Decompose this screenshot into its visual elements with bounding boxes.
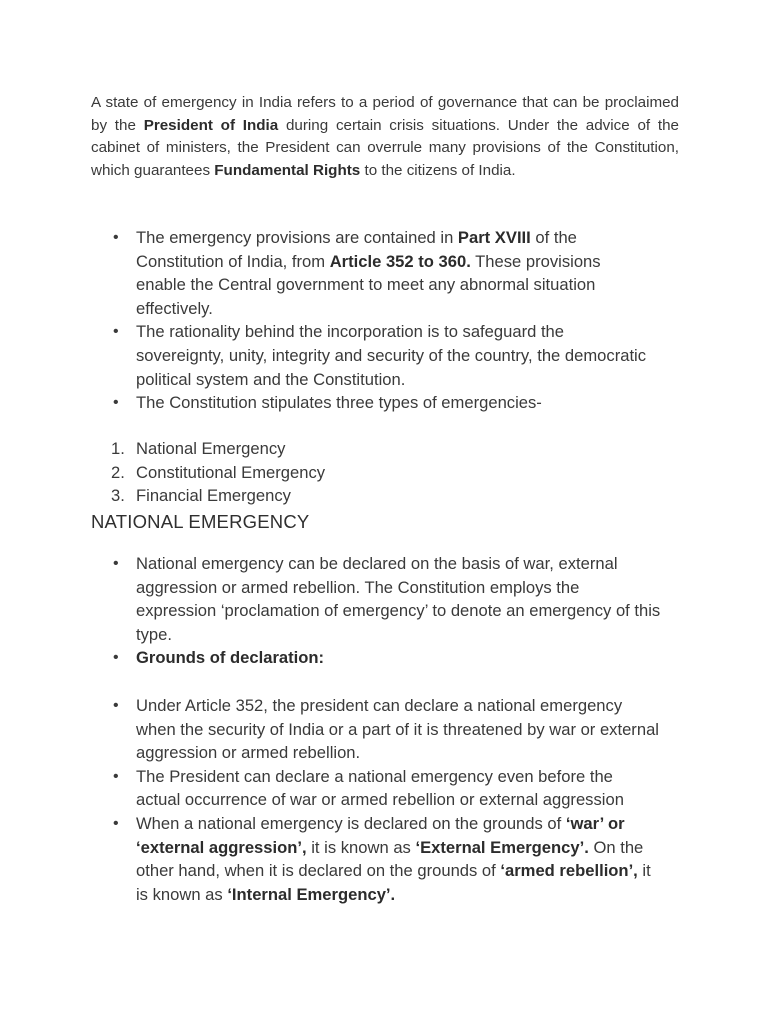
bullet-icon: •	[113, 229, 119, 246]
intro-text: during certain crisis situations. Under the advice of the cabinet of ministers, the President can overrule many provisions of the Constitution, which guarantees	[91, 116, 679, 180]
list-item-text: of the Constitution of India, from	[136, 228, 577, 271]
list-item-text: The Constitution stipulates three types of emergencies-	[136, 393, 542, 413]
list-item-text: National Emergency	[136, 439, 286, 458]
bullet-icon: •	[113, 555, 119, 572]
bullet-icon: •	[113, 649, 119, 666]
list-item	[91, 391, 651, 415]
intro-text: to the citizens of India.	[360, 162, 516, 180]
list-item-text: When a national emergency is declared on the grounds of	[136, 813, 566, 833]
list-item	[91, 812, 661, 906]
bullet-icon: •	[113, 323, 119, 341]
list-item-text: Under Article 352, the president can declare a national emergency when the security of India or a part of it is threatened by war or external aggression or armed rebellion.	[136, 696, 659, 763]
intro-bold-fundamental-rights: Fundamental Rights	[214, 162, 361, 180]
section-heading: NATIONAL EMERGENCY	[91, 511, 310, 532]
grounds-list	[91, 646, 691, 670]
list-item-text: Financial Emergency	[136, 486, 291, 506]
list-item-bold: ‘Internal Emergency’.	[227, 884, 396, 904]
list-item-bold: ‘war’ or ‘external aggression’,	[136, 813, 625, 857]
list-item-text: National emergency can be declared on the basis of war, external aggression or armed rebellion. The Constitution employs the expression ‘proclamation of emergency’ to denote an emergency of this type.	[136, 554, 661, 644]
grounds-of-declaration-label: Grounds of declaration:	[136, 648, 325, 667]
emergency-provisions-list	[91, 226, 651, 415]
intro-text: A state of emergency in India refers to a period of governance that can be proclaimed by the	[91, 94, 679, 134]
intro-bold-president: President of India	[143, 116, 279, 134]
list-number: 3.	[111, 486, 125, 506]
list-item-text: it is known as	[136, 861, 651, 904]
list-number: 1.	[111, 439, 125, 458]
list-item-bold: ‘armed rebellion’,	[500, 861, 638, 881]
list-item-text: These provisions enable the Central government to meet any abnormal situation effectively.	[136, 251, 601, 318]
list-item	[91, 461, 691, 485]
list-item-bold: ‘External Emergency’.	[415, 837, 589, 857]
bullet-icon: •	[113, 814, 119, 832]
list-item	[91, 484, 691, 508]
list-number: 2.	[111, 462, 125, 482]
list-item-bold: Article 352 to 360.	[329, 251, 471, 271]
list-item	[91, 765, 661, 812]
national-emergency-list	[91, 552, 661, 646]
list-item-text: The rationality behind the incorporation is to safeguard the sovereignty, unity, integrity and security of the country, the democratic political system and the Constitution.	[136, 322, 647, 389]
list-item	[91, 320, 651, 391]
intro-paragraph	[91, 92, 679, 183]
bullet-icon: •	[113, 394, 119, 412]
list-item-bold: Part XVIII	[457, 228, 531, 247]
emergency-types-list	[91, 437, 691, 508]
list-item-text: The President can declare a national emergency even before the actual occurrence of war or armed rebellion or external aggression	[136, 766, 624, 810]
list-item-text: On the other hand, when it is declared on the grounds of	[136, 837, 644, 881]
list-item	[91, 437, 691, 461]
list-item	[91, 646, 691, 670]
list-item-text: Constitutional Emergency	[136, 462, 326, 482]
list-item-text: it is known as	[306, 837, 416, 857]
list-item-text: The emergency provisions are contained in	[136, 228, 458, 247]
declaration-details-list	[91, 694, 661, 906]
bullet-icon: •	[113, 767, 119, 785]
list-item	[91, 694, 661, 765]
list-item	[91, 226, 651, 320]
list-item	[91, 552, 661, 646]
bullet-icon: •	[113, 697, 119, 714]
